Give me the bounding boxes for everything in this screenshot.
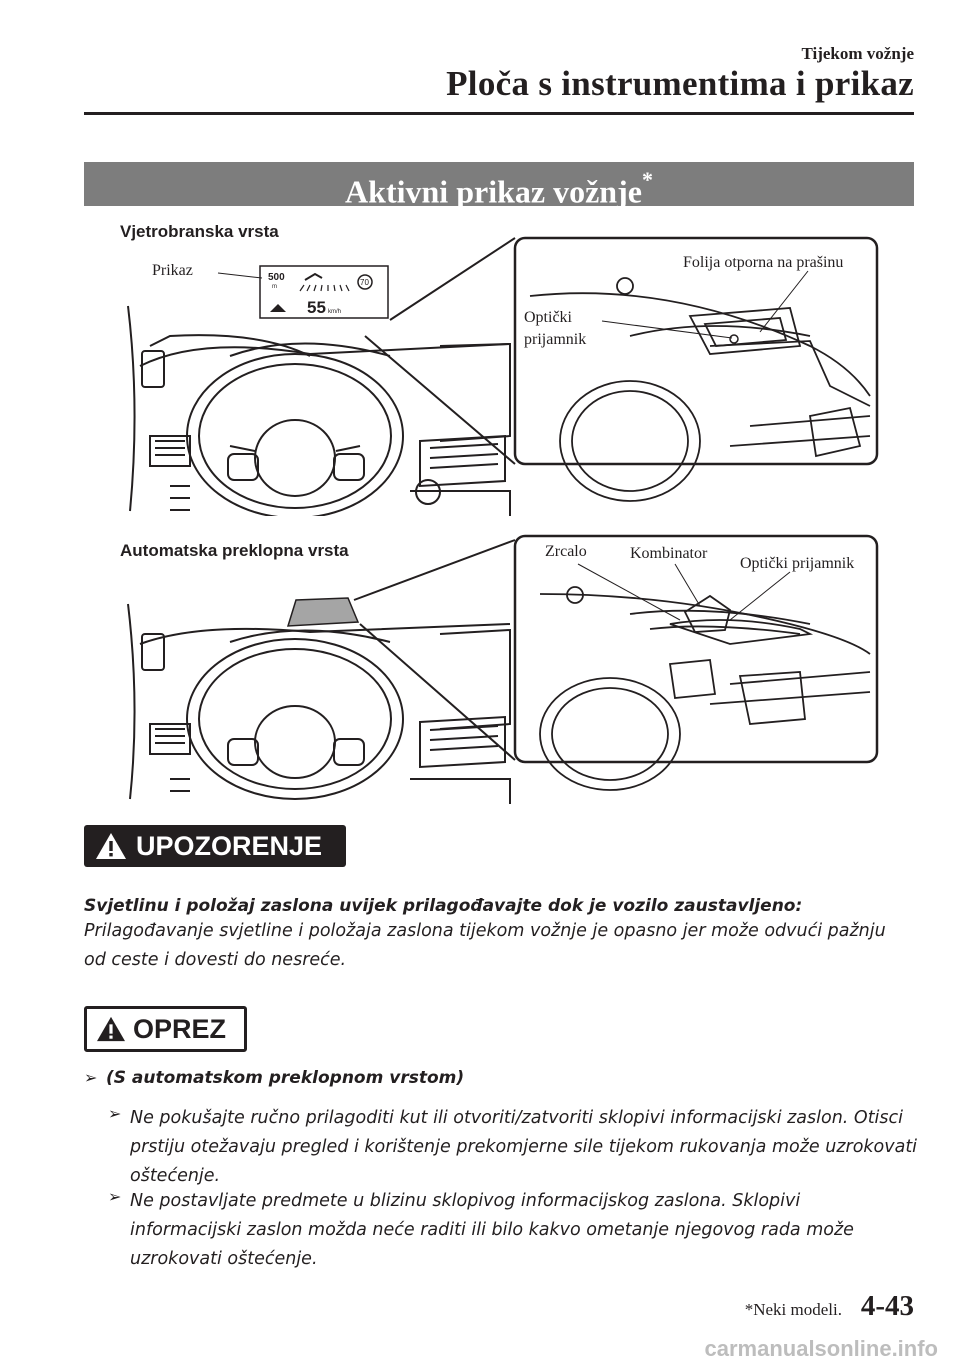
header-divider xyxy=(84,112,914,115)
caution-bullet-1-line-2: prstiju otežavaju pregled i korištenje prekomjerne sile tijekom rukovanja može uzrokovati xyxy=(130,1137,918,1157)
watermark: carmanualsonline.info xyxy=(704,1336,938,1361)
page-number: 4-43 xyxy=(860,1290,914,1322)
arrow-bullet-icon: ➢ xyxy=(84,1070,98,1087)
figure1-dashboard-illustration xyxy=(110,236,880,516)
hud-speed-unit: km/h xyxy=(328,309,342,315)
combiner-shape xyxy=(288,598,358,626)
section-asterisk: * xyxy=(641,167,653,192)
section-title-bar xyxy=(84,162,914,210)
callout-folija: Folija otporna na prašinu xyxy=(683,254,844,271)
callout-kombinator: Kombinator xyxy=(630,545,708,562)
caution-triangle-icon xyxy=(95,1015,127,1043)
caution-bullet-1 xyxy=(108,1104,917,1191)
warning-triangle-icon xyxy=(94,831,128,861)
section-title: Aktivni prikaz vožnje xyxy=(345,173,642,210)
caution-heading-row xyxy=(84,1068,464,1088)
hud-speed: 55 xyxy=(307,298,326,317)
caution-heading: (S automatskom preklopnom vrstom) xyxy=(106,1068,465,1088)
callout-opticki-1: Optički xyxy=(524,309,572,326)
page-title: Ploča s instrumentima i prikaz xyxy=(446,64,914,103)
caution-bullet-1-line-3: oštećenje. xyxy=(130,1166,221,1186)
figure2-dashboard-illustration xyxy=(110,534,880,804)
warning-label-box xyxy=(84,825,346,867)
figure1-label: Vjetrobranska vrsta xyxy=(120,222,279,241)
warning-label: UPOZORENJE xyxy=(136,830,323,861)
hud-speed-limit: 70 xyxy=(360,278,369,287)
caution-bullet-2-line-1: Ne postavljate predmete u blizinu sklopivog informacijskog zaslona. Sklopivi xyxy=(130,1191,801,1211)
hud-distance-unit: m xyxy=(272,284,277,290)
arrow-bullet-icon: ➢ xyxy=(108,1189,122,1206)
warning-text-2: od ceste i dovesti do nesreće. xyxy=(84,950,347,970)
caution-bullet-1-line-1: Ne pokušajte ručno prilagoditi kut ili otvoriti/zatvoriti sklopivi informacijski zaslon. Otisci xyxy=(130,1108,904,1128)
warning-heading: Svjetlinu i položaj zaslona uvijek prilagođavajte dok je vozilo zaustavljeno: xyxy=(84,896,803,916)
caution-bullet-2 xyxy=(108,1187,854,1274)
warning-text-1: Prilagođavanje svjetline i položaja zaslona tijekom vožnje je opasno jer može odvući pažnju xyxy=(84,921,886,941)
caution-bullet-2-line-2: informacijski zaslon možda neće raditi ili bilo kakvo ometanje njegovog rada može xyxy=(130,1220,854,1240)
callout-opticki-2: prijamnik xyxy=(524,331,587,348)
callout-opticki-prijamnik: Optički prijamnik xyxy=(740,555,855,572)
figure2-label: Automatska preklopna vrsta xyxy=(120,541,349,560)
caution-label: OPREZ xyxy=(133,1013,227,1044)
hud-distance: 500 xyxy=(268,272,285,283)
callout-zrcalo: Zrcalo xyxy=(545,543,587,560)
chapter-title: Tijekom vožnje xyxy=(801,44,914,63)
footer-note: *Neki modeli. xyxy=(744,1300,842,1319)
caution-label-box xyxy=(84,1006,247,1052)
caution-bullet-2-line-3: uzrokovati oštećenje. xyxy=(130,1249,318,1269)
callout-prikaz: Prikaz xyxy=(152,262,193,279)
arrow-bullet-icon: ➢ xyxy=(108,1106,122,1123)
